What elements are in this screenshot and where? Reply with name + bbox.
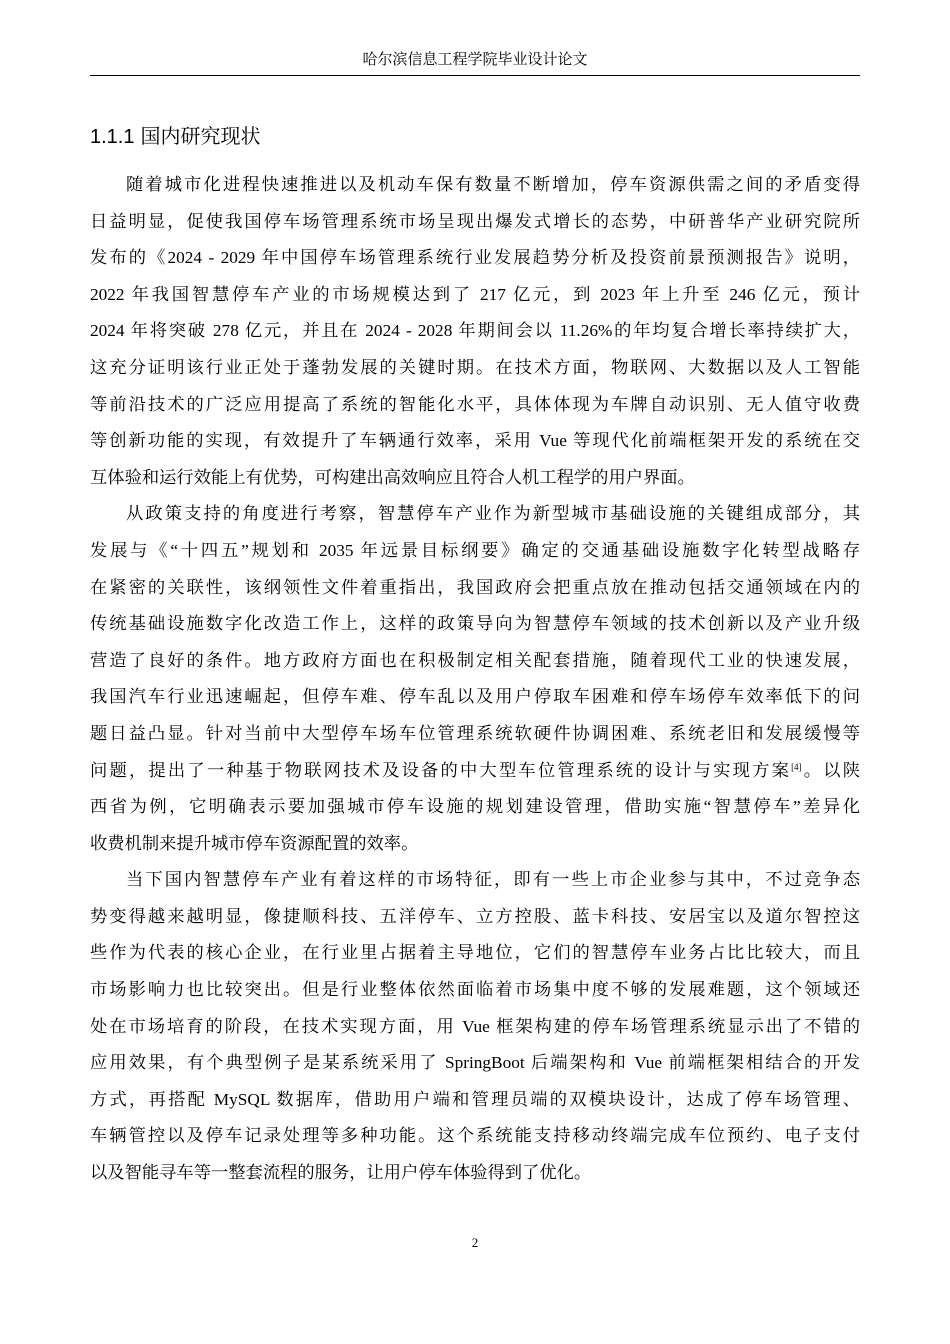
text-line: 方式，再搭配 MySQL 数据库，借助用户端和管理员端的双模块设计，达成了停车场管理、 — [90, 1089, 860, 1109]
paragraph — [90, 862, 860, 1191]
text-line: 这充分证明该行业正处于蓬勃发展的关键时期。在技术方面，物联网、大数据以及人工智能 — [90, 357, 860, 377]
page-number: 2 — [471, 1235, 479, 1250]
text-line: 营造了良好的条件。地方政府方面也在积极制定相关配套措施，随着现代工业的快速发展， — [90, 650, 860, 670]
text-line: 发展与《“十四五”规划和 2035 年远景目标纲要》确定的交通基础设施数字化转型战略存 — [90, 540, 860, 560]
paragraph — [90, 167, 860, 496]
section-heading — [90, 120, 260, 149]
text-line: 等创新功能的实现，有效提升了车辆通行效率，采用 Vue 等现代化前端框架开发的系统在交 — [90, 431, 860, 451]
paragraph — [90, 496, 860, 862]
text-line: 等前沿技术的广泛应用提高了系统的智能化水平，具体体现为车牌自动识别、无人值守收费 — [90, 394, 860, 414]
text-line: 市场影响力也比较突出。但是行业整体依然面临着市场集中度不够的发展难题，这个领域还 — [90, 980, 860, 1000]
text-line: 收费机制来提升城市停车资源配置的效率。 — [90, 833, 419, 853]
section-title: 国内研究现状 — [140, 124, 261, 148]
text-line: 西省为例，它明确表示要加强城市停车设施的规划建设管理，借助实施“智慧停车”差异化 — [90, 797, 860, 817]
text-line: 从政策支持的角度进行考察，智慧停车产业作为新型城市基础设施的关键组成部分，其 — [126, 504, 860, 524]
text-line: 随着城市化进程快速推进以及机动车保有数量不断增加，停车资源供需之间的矛盾变得 — [126, 175, 860, 194]
text-line: 以及智能寻车等一整套流程的服务，让用户停车体验得到了优化。 — [90, 1163, 592, 1183]
text-line: 互体验和运行效能上有优势，可构建出高效响应且符合人机工程学的用户界面。 — [90, 467, 695, 487]
text-line: 日益明显，促使我国停车场管理系统市场呈现出爆发式增长的态势，中研普华产业研究院所 — [90, 211, 860, 231]
text-line: 应用效果，有个典型例子是某系统采用了 SpringBoot 后端架构和 Vue 前端框架相结合的开发 — [90, 1053, 860, 1073]
running-header: 哈尔滨信息工程学院毕业设计论文 — [362, 50, 588, 68]
text-line: 势变得越来越明显，像捷顺科技、五洋停车、立方控股、蓝卡科技、安居宝以及道尔智控这 — [90, 906, 860, 926]
body-text — [90, 167, 860, 1192]
text-line: 发布的《2024 - 2029 年中国停车场管理系统行业发展趋势分析及投资前景预测报告》说明， — [90, 248, 860, 268]
section-number: 1.1.1 — [90, 126, 135, 148]
text-line: 题日益凸显。针对当前中大型停车场车位管理系统软硬件协调困难、系统老旧和发展缓慢等 — [90, 723, 860, 743]
text-line: 车辆管控以及停车记录处理等多种功能。这个系统能支持移动终端完成车位预约、电子支付 — [90, 1126, 860, 1146]
text-line: 2022 年我国智慧停车产业的市场规模达到了 217 亿元，到 2023 年上升至 246 亿元，预计 — [90, 284, 860, 304]
text-line: 我国汽车行业迅速崛起，但停车难、停车乱以及用户停取车困难和停车场停车效率低下的问 — [90, 687, 860, 707]
text-line: 在紧密的关联性，该纲领性文件着重指出，我国政府会把重点放在推动包括交通领域在内的 — [90, 577, 860, 597]
text-line: 些作为代表的核心企业，在行业里占据着主导地位，它们的智慧停车业务占比比较大，而且 — [90, 943, 860, 963]
text-line: 处在市场培育的阶段，在技术实现方面，用 Vue 框架构建的停车场管理系统显示出了不错的 — [90, 1016, 860, 1036]
text-segment: 问题，提出了一种基于物联网技术及设备的中大型车位管理系统的设计与实现方案 — [90, 760, 792, 780]
text-line: 当下国内智慧停车产业有着这样的市场特征，即有一些上市企业参与其中，不过竞争态 — [126, 870, 860, 890]
citation-ref[interactable]: [4] — [791, 761, 802, 772]
text-line: 传统基础设施数字化改造工作上，这样的政策导向为智慧停车领域的技术创新以及产业升级 — [90, 614, 860, 634]
text-line: 2024 年将突破 278 亿元，并且在 2024 - 2028 年期间会以 11.26%的年均复合增长率持续扩大， — [90, 321, 860, 341]
text-segment: 。以陕 — [801, 760, 860, 780]
text-line — [90, 753, 860, 790]
header-divider — [90, 75, 860, 76]
